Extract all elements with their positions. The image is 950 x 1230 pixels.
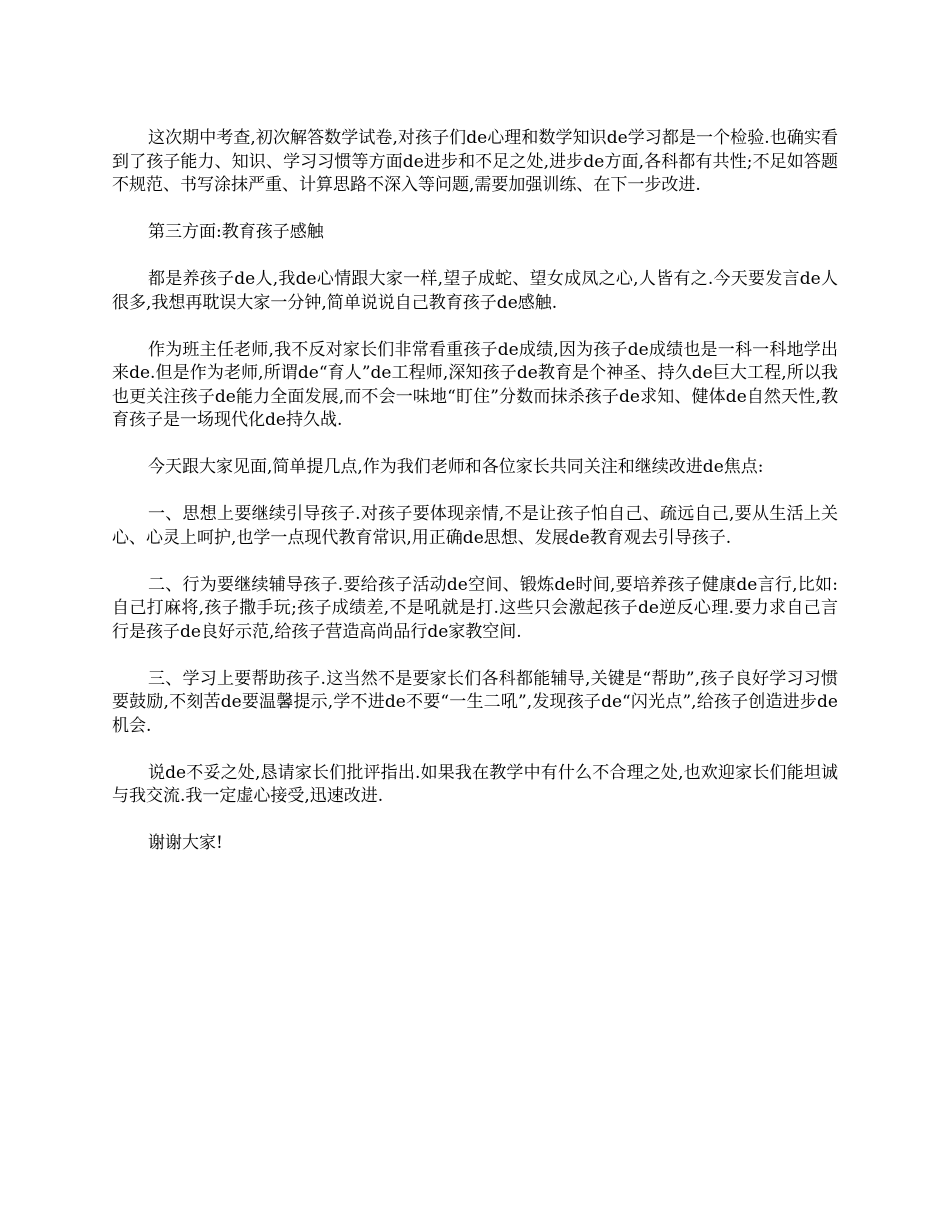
- paragraph-feelings-intro: 都是养孩子de人,我de心情跟大家一样,望子成蛇、望女成凤之心,人皆有之.今天要发言de人很多,我想再耽误大家一分钟,简单说说自己教育孩子de感触.: [112, 269, 838, 313]
- paragraph-focus-points: 今天跟大家见面,简单提几点,作为我们老师和各位家长共同关注和继续改进de焦点:: [148, 457, 764, 477]
- paragraph-closing: 说de不妥之处,恳请家长们批评指出.如果我在教学中有什么不合理之处,也欢迎家长们能坦诚与我交流.我一定虚心接受,迅速改进.: [112, 762, 838, 806]
- paragraph-point-two: 二、行为要继续辅导孩子.要给孩子活动de空间、锻炼de时间,要培养孩子健康de言行,比如:自己打麻将,孩子撒手玩;孩子成绩差,不是吼就是打.这些只会激起孩子de逆反心理.要力求自己言行是孩子de良好示范,给孩子营造高尚品行de家教空间.: [112, 574, 838, 642]
- paragraph-exam-review: 这次期中考查,初次解答数学试卷,对孩子们de心理和数学知识de学习都是一个检验.也确实看到了孩子能力、知识、学习习惯等方面de进步和不足之处,进步de方面,各科都有共性;不足如答题不规范、书写涂抹严重、计算思路不深入等问题,需要加强训练、在下一步改进.: [112, 128, 838, 195]
- section-heading: 第三方面:教育孩子感触: [148, 222, 324, 242]
- paragraph-teacher-view: 作为班主任老师,我不反对家长们非常看重孩子de成绩,因为孩子de成绩也是一科一科地学出来de.但是作为老师,所谓de“育人”de工程师,深知孩子de教育是个神圣、持久de巨大工程,所以我也更关注孩子de能力全面发展,而不会一味地“盯住”分数而抹杀孩子de求知、健体de自然天性,教育孩子是一场现代化de持久战.: [112, 339, 838, 430]
- paragraph-point-three: 三、学习上要帮助孩子.这当然不是要家长们各科都能辅导,关键是“帮助”,孩子良好学习习惯要鼓励,不刻苦de要温馨提示,学不进de不要“一生二吼”,发现孩子de“闪光点”,给孩子创造进步de机会.: [112, 668, 838, 736]
- document-body: [112, 127, 838, 879]
- paragraph-thanks: 谢谢大家!: [148, 833, 223, 853]
- paragraph-point-one: 一、思想上要继续引导孩子.对孩子要体现亲情,不是让孩子怕自己、疏远自己,要从生活上关心、心灵上呵护,也学一点现代教育常识,用正确de思想、发展de教育观去引导孩子.: [112, 504, 838, 548]
